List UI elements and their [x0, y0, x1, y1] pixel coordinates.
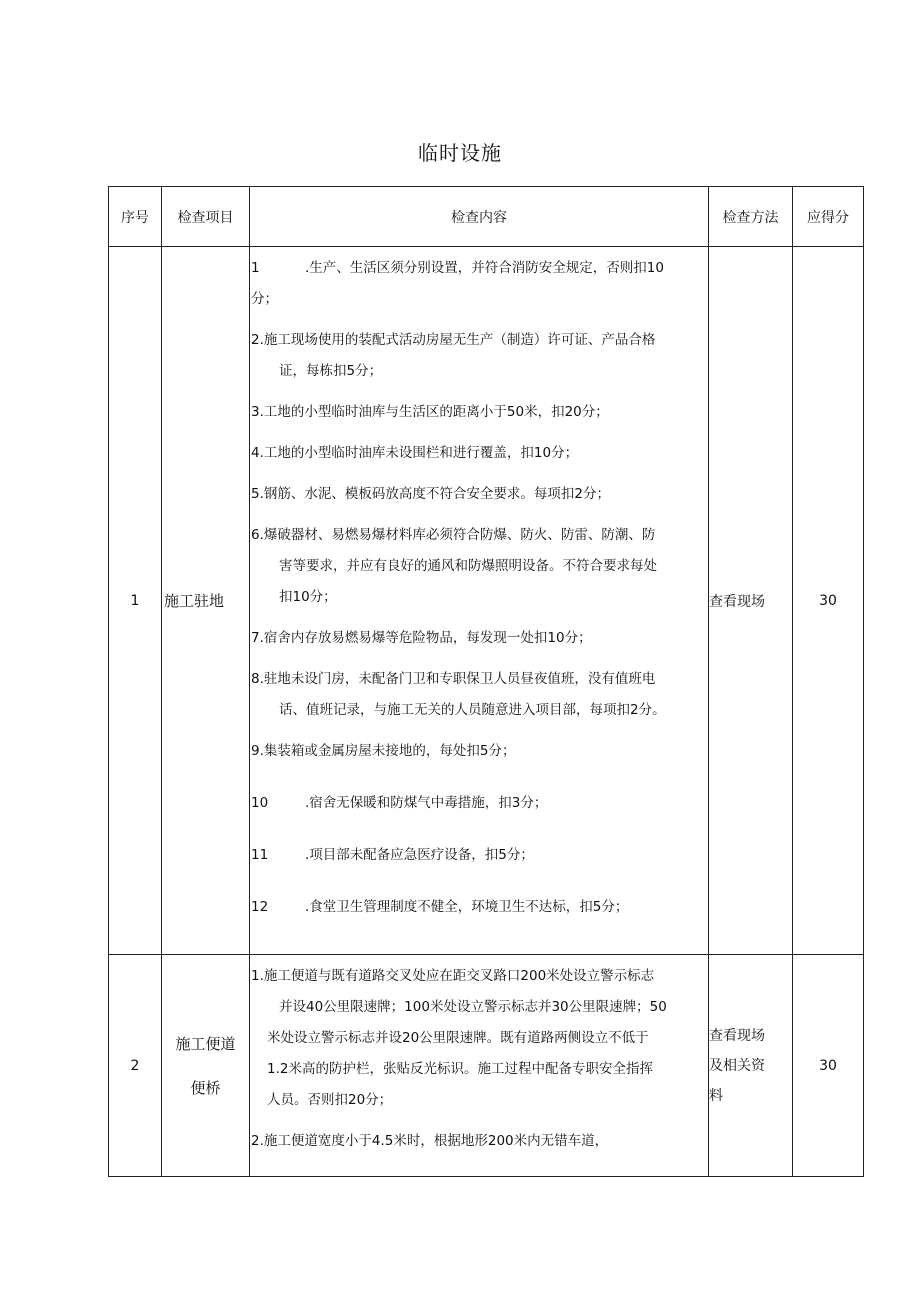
content-num: 3 — [251, 404, 260, 420]
row-item-line: 施工便道 — [175, 1034, 236, 1053]
content-item — [251, 438, 708, 469]
content-item — [251, 840, 708, 871]
content-text-cont: 害等要求，并应有良好的通风和防爆照明设备。不符合要求每处 — [279, 558, 657, 574]
header-seq: 序号 — [109, 187, 162, 247]
content-num: 7 — [251, 630, 260, 646]
content-text-cont: 扣10分； — [279, 589, 337, 605]
content-num: 2 — [251, 332, 260, 348]
content-item — [251, 253, 708, 315]
header-item: 检查项目 — [162, 187, 250, 247]
table-row — [109, 247, 864, 955]
content-num: 9 — [251, 743, 260, 759]
row-score: 30 — [793, 247, 864, 955]
content-num: 1 — [251, 260, 260, 276]
header-row — [109, 187, 864, 247]
content-item — [251, 325, 708, 387]
content-text: .集装箱或金属房屋未接地的，每处扣5分； — [259, 743, 516, 759]
content-text: .爆破器材、易燃易爆材料库必须符合防爆、防火、防雷、防潮、防 — [259, 527, 656, 543]
content-num: 12 — [251, 899, 269, 915]
header-method: 检查方法 — [709, 187, 793, 247]
row-score: 30 — [793, 955, 864, 1177]
row-method — [709, 955, 793, 1177]
content-text-cont: 并设40公里限速牌；100米处设立警示标志并30公里限速牌；50 — [279, 999, 667, 1015]
inspection-table — [108, 186, 864, 1177]
row-content — [250, 955, 709, 1177]
content-text: .宿舍内存放易燃易爆等危险物品，每发现一处扣10分； — [259, 630, 592, 646]
content-num: 1 — [251, 968, 260, 984]
content-num: 11 — [251, 847, 269, 863]
header-score: 应得分 — [793, 187, 864, 247]
content-item — [251, 961, 708, 1116]
content-text-cont: 人员。否则扣20分； — [267, 1092, 393, 1108]
row-item-line: 便桥 — [190, 1078, 221, 1097]
row-item — [162, 955, 250, 1177]
content-text: .驻地未设门房，未配备门卫和专职保卫人员昼夜值班，没有值班电 — [259, 671, 656, 687]
row-method-line: 料 — [709, 1087, 723, 1104]
content-item — [251, 892, 708, 923]
row-method-line: 查看现场 — [709, 1027, 765, 1044]
row-seq: 1 — [109, 247, 162, 955]
content-item — [251, 736, 708, 767]
content-text: .工地的小型临时油库未设围栏和进行覆盖，扣10分； — [259, 445, 579, 461]
row-seq: 2 — [109, 955, 162, 1177]
content-item — [251, 788, 708, 819]
content-num: 8 — [251, 671, 260, 687]
content-text: .施工现场使用的装配式活动房屋无生产（制造）许可证、产品合格 — [259, 332, 656, 348]
content-text: .食堂卫生管理制度不健全，环境卫生不达标，扣5分； — [305, 899, 629, 915]
content-item — [251, 520, 708, 613]
content-text: .项目部未配备应急医疗设备，扣5分； — [305, 847, 534, 863]
row-method: 查看现场 — [709, 247, 793, 955]
table-row — [109, 955, 864, 1177]
header-content: 检查内容 — [250, 187, 709, 247]
content-text-cont: 话、值班记录，与施工无关的人员随意进入项目部，每项扣2分。 — [279, 702, 666, 718]
content-item — [251, 623, 708, 654]
content-item — [251, 479, 708, 510]
document-title: 临时设施 — [418, 141, 502, 165]
content-num: 2 — [251, 1133, 260, 1149]
content-text: .生产、生活区须分别设置，并符合消防安全规定，否则扣10 — [305, 260, 664, 276]
content-num: 4 — [251, 445, 260, 461]
content-text: .钢筋、水泥、模板码放高度不符合安全要求。每项扣2分； — [259, 486, 610, 502]
content-num: 10 — [251, 795, 269, 811]
content-item — [251, 1126, 708, 1157]
content-text: .施工便道与既有道路交叉处应在距交叉路口200米处设立警示标志 — [259, 968, 655, 984]
content-text: .工地的小型临时油库与生活区的距离小于50米，扣20分； — [259, 404, 609, 420]
row-method-line: 及相关资 — [709, 1057, 765, 1074]
content-num: 5 — [251, 486, 260, 502]
content-text: .施工便道宽度小于4.5米时，根据地形200米内无错车道， — [259, 1133, 609, 1149]
content-num: 6 — [251, 527, 260, 543]
content-text-cont: 米处设立警示标志并设20公里限速牌。既有道路两侧设立不低于 — [267, 1030, 649, 1046]
row-item: 施工驻地 — [162, 247, 250, 955]
content-text-cont: 分； — [251, 291, 278, 307]
content-text-cont: 1.2米高的防护栏，张贴反光标识。施工过程中配备专职安全指挥 — [267, 1061, 653, 1077]
content-item — [251, 397, 708, 428]
content-text: .宿舍无保暖和防煤气中毒措施，扣3分； — [305, 795, 548, 811]
row-content — [250, 247, 709, 955]
content-text-cont: 证，每栋扣5分； — [279, 363, 383, 379]
content-item — [251, 664, 708, 726]
